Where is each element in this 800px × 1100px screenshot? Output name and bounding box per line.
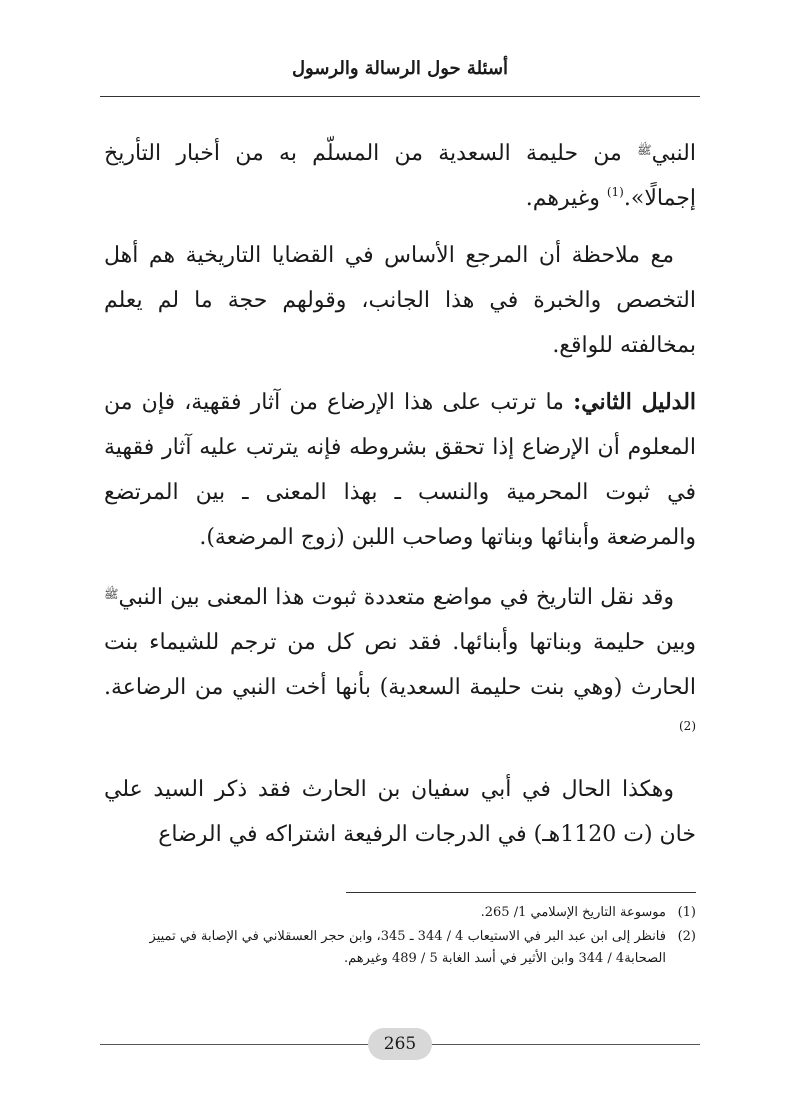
paragraph-3-lead: الدليل الثاني:	[573, 389, 697, 415]
footnote-text: موسوعة التاريخ الإسلامي 1/ 265.	[480, 905, 666, 920]
page-number: 265	[368, 1028, 432, 1060]
page-footer	[100, 1028, 700, 1062]
footnote-rule	[346, 892, 696, 893]
paragraph-2: مع ملاحظة أن المرجع الأساس في القضايا التاريخية هم أهل التخصص والخبرة في هذا الجانب، وقولهم حجة ما لم يعلم بمخالفته للواقع.	[104, 243, 696, 358]
footnote-2	[104, 926, 696, 970]
paragraph-1	[104, 128, 696, 221]
body-text	[104, 128, 696, 869]
running-header: أسئلة حول الرسالة والرسول	[291, 58, 509, 79]
paragraph-1-start: النبي	[651, 141, 696, 166]
paragraph-3	[104, 380, 696, 560]
honorific-symbol: ﷺ	[637, 143, 652, 157]
header-rule	[100, 96, 700, 97]
footnote-ref-1[interactable]: (1)	[606, 185, 624, 199]
footnote-number: (1)	[677, 905, 696, 920]
paragraph-5: وهكذا الحال في أبي سفيان بن الحارث فقد ذكر السيد علي خان (ت 1120هـ) في الدرجات الرفيعة اشتراكه في الرضاع	[104, 777, 696, 847]
footnotes	[104, 902, 696, 972]
footnote-text: فانظر إلى ابن عبد البر في الاستيعاب 4 / 344 ـ 345، وابن حجر العسقلاني في الإصابة في تمييز الصحابة4 / 344 وابن الأثير في أسد الغابة 5 / 489 وغيرهم.	[149, 929, 666, 966]
paragraph-1-text: من حليمة السعدية من المسلّم به من أخبار التأريخ إجمالًا».	[104, 141, 696, 211]
paragraph-1-end: وغيرهم.	[525, 186, 607, 211]
paragraph-4-start: وقد نقل التاريخ في مواضع متعددة ثبوت هذا المعنى بين النبي	[118, 585, 674, 610]
paragraph-4	[104, 572, 696, 755]
footnote-number: (2)	[677, 929, 696, 944]
paragraph-3-text: ما ترتب على هذا الإرضاع من آثار فقهية، فإن من المعلوم أن الإرضاع إذا تحقق بشروطه فإنه يترتب عليه آثار فقهية في ثبوت المحرمية والنسب ـ بهذا المعنى ـ بين المرتضع والمرضعة وأبنائها وبناتها وصاحب اللبن (زوج المرضعة).	[104, 390, 696, 550]
footnote-ref-2[interactable]: (2)	[678, 719, 696, 733]
footnote-1	[104, 902, 696, 924]
honorific-symbol: ﷺ	[104, 587, 119, 601]
paragraph-4-text: وبين حليمة وبناتها وأبنائها. فقد نص كل من ترجم للشيماء بنت الحارث (وهي بنت حليمة السعدية) بأنها أخت النبي من الرضاعة.	[104, 630, 696, 700]
